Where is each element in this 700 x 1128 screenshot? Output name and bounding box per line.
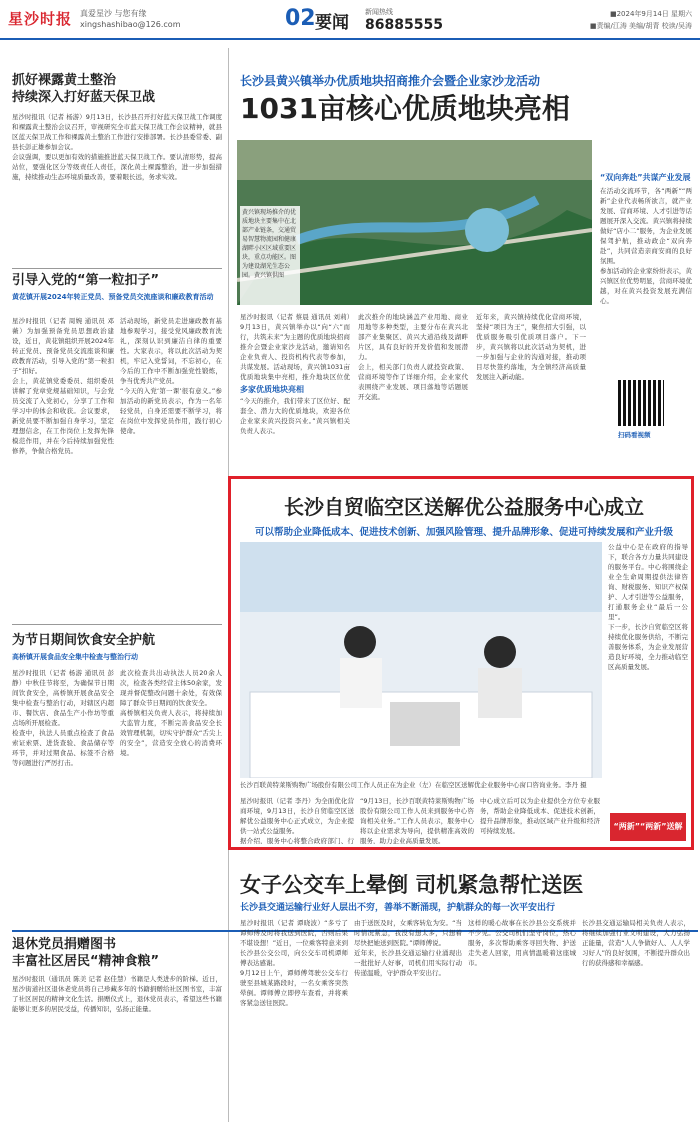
main-col4: 公益中心是在政府的指导下，联合各方力量共同建设的服务平台。中心将围绕企业全生命周期提供法律咨询、财税服务、知识产权保护、人才引进等公益服务，打通服务企业“最后一公里”。 下一步，长沙自贸临空区将持续优化服务供给，不断完善服务体系，为企业发展营造良好环境，全力推动临空区高质量发展。 [608, 543, 688, 671]
env-body: 星沙时报讯（记者 杨游）9月13日，长沙县召开打好蓝天保卫战工作调度和裸露黄土整治会议召开，审视研究全市蓝天保卫战工作会议精神，就县区蓝天保卫战工作和裸露黄土整治工作进行安排部署。长沙县委常委、副县长彭正雄参加会议。 会议强调，要以更加有效的措施推进蓝天保卫战工作。要认清形势，提高站位，要强化区分等级责任人责任，深化黄土裸露整治，进一步加强措施，持续推动生态环境质量改善，要着眼长远，务求实效。 [12, 113, 222, 181]
masthead [0, 0, 700, 40]
main-col2: “9月13日，长沙百联黄特莱斯购物广场股份有限公司工作人员来到服务中心咨询相关业务。”工作人员表示，服务中心将以企业需求为导向，提供精准高效的服务，助力企业高质量发展。 [360, 797, 474, 844]
hotline-number: 86885555 [365, 17, 443, 33]
party-headline: 引导入党的“第一粒扣子” [12, 273, 160, 288]
service-badge: “两新”“两新”送解优 [610, 813, 686, 841]
food-col1: 星沙时报讯（记者 杨游 通讯员 彭静）中秋佳节将至，为确保节日期间饮食安全，高桥镇开展食品安全集中检查与整治行动，对辖区内超市、餐饮店、食品生产小作坊等重点场所开展检查。 检查中，执法人员重点检查了食品索证索票、进货查验、食品储存等环节，并对过期食品、标签不合格等问题进行严厉打击。 [12, 669, 114, 767]
food-col2: 此次检查共出动执法人员20余人次，检查各类经营主体50余家，发现并督促整改问题十余处，有效保障了群众节日期间的饮食安全。 高桥镇相关负责人表示，将持续加大监管力度，不断完善食品安全长效管理机制，切实守护群众“舌尖上的安全”，营造安全放心的消费环境。 [120, 669, 222, 757]
bus-headline: 女子公交车上晕倒 司机紧急帮忙送医 [240, 873, 584, 897]
qr-label: 扫码看视频 [618, 431, 651, 439]
env-headline: 抓好裸露黄土整治 持续深入打好蓝天保卫战 [12, 73, 156, 105]
food-subtitle: 高桥镇开展食品安全集中检查与整治行动 [12, 653, 138, 661]
bus-subheadline: 长沙县交通运输行业好人层出不穷，善举不断涌现，护航群众的每一次平安出行 [240, 903, 556, 913]
service-counter-image [240, 542, 602, 778]
top-kicker: 长沙县黄兴镇举办优质地块招商推介会暨企业家沙龙活动 [240, 74, 541, 88]
email: xingshashibao@126.com [80, 20, 181, 29]
issue-date: ■2024年9月14日 星期六 [609, 10, 692, 18]
party-col2: 活动现场，新党员走进廉政教育基地参观学习，接受党风廉政教育洗礼，深刻认识到廉洁自律的重要性。大家表示，将以此次活动为契机，牢记入党誓词，不忘初心，在今后的工作中不断加强党性锻炼，争当优秀共产党员。 “今天的入党‘第一课’很有意义。”参加活动的新党员表示，作为一名年轻党员，自身还需要不断学习，将在岗位中发挥党员作用，践行初心使命。 [120, 317, 222, 435]
main-subheadline: 可以帮助企业降低成本、促进技术创新、加强风险管理、提升品牌形象、促进可持续发展和产业升级 [254, 527, 673, 538]
top-col1b: “今天的推介，我们带来了区位好、配套全、潜力大的优质地块，欢迎各位企业家来黄兴投资兴业。”黄兴镇相关负责人表示。 [240, 397, 350, 435]
top-col1-subhead: 多家优质地块亮相 [240, 385, 304, 394]
party-col1: 星沙时报讯（记者 周婉 通讯员 邓薇）为加强预备党员思想政治建设，近日，黄花镇组织开展2024年转正党员、预备党员交流座谈和廉政教育活动，引导入党的“第一粒扣子”扣好。 会上，黄花镇党委委员、组织委员讲解了党章党规基础知识，与会党员交流了入党初心，分享了工作和学习中的体会和收获。会议要求，新党员要不断加强自身学习，坚定理想信念，在工作岗位上发挥先锋模范作用，并在今后持续加强党性修养，争做合格党员。 [12, 317, 114, 455]
party2-body: 星沙时报讯（通讯员 陈美 记者 赵佳慧）书籍是人类进步的阶梯。近日，星沙街道社区退休老党员将自己珍藏多年的书籍捐赠给社区图书室，丰富了社区居民的精神文化生活。捐赠仪式上，退休党员表示，希望这些书籍能够让更多的居民受益，传播知识，弘扬正能量。 [12, 975, 222, 1013]
issue-info [590, 8, 692, 32]
bus-col1: 星沙时报讯（记者 谭晓波）“多亏了谭师傅及时将我送到医院，否则后果不堪设想！”近日，一位乘客特意来到长沙县公交公司，向公交车司机谭师傅表达感谢。 9月12日上午，谭师傅驾驶公交车行驶至县城某路段时，一名女乘客突然晕倒。谭师傅立即停车查看，并将乘客紧急送往医院。 [240, 919, 348, 1007]
main-col3: 中心成立后可以为企业提供全方位专业服务，帮助企业降低成本、促进技术创新，提升品牌形象，推动区域产业升级和经济可持续发展。 [480, 797, 600, 835]
top-col1: 星沙时报讯（记者 蔡晨 通讯员 刘莉）9月13日，黄兴镇举办以“向“六”而行，共筑未来”为主题的优质地块招商推介会暨企业家沙龙活动，邀请知名企业负责人、投资机构代表等参加，共谋发展。活动现场，黄兴镇1031亩优质地块集中亮相，推介地块区位优 [240, 313, 350, 381]
divider [12, 624, 222, 625]
slogan-text: 真爱星沙 与您有缘 [80, 9, 147, 18]
section-title: 要闻 [315, 13, 349, 33]
slogan [80, 8, 180, 30]
food-headline: 为节日期间饮食安全护航 [12, 633, 156, 648]
hotline [365, 7, 443, 33]
divider [12, 268, 222, 269]
party-subtitle: 黄花镇开展2024年转正党员、预备党员交流座谈和廉政教育活动 [12, 293, 214, 301]
main-photo-caption: 长沙百联黄特莱斯购物广场股份有限公司工作人员正在为企业（左）在临空区送解优企业服务中心窗口咨询业务。李丹 摄 [240, 781, 587, 789]
bus-col4: 长沙县交通运输局相关负责人表示，将继续加强行业文明建设，大力弘扬正能量，营造“人人争做好人、人人学习好人”的良好氛围，不断提升群众出行的获得感和幸福感。 [582, 919, 690, 967]
side-title: “双向奔赴”共谋产业发展 [600, 173, 691, 182]
hotline-label: 新闻热线 [365, 8, 393, 16]
top-headline: 1031亩核心优质地块亮相 [240, 92, 570, 125]
main-col1: 星沙时报讯（记者 李丹）为全面优化营商环境，9月13日，长沙自贸临空区送解优公益服务中心正式成立，为企业提供一站式公益服务。 据介绍，服务中心将整合政府部门、行 [240, 797, 354, 844]
party2-headline: 退休党员捐赠图书 丰富社区居民“精神食粮” [12, 937, 160, 969]
service-center-photo [240, 542, 602, 778]
brand-logo: 星沙时报 [8, 10, 73, 28]
page-number: 02 [285, 6, 316, 31]
top-col2: 此次推介的地块涵盖产业用地、商业用地等多种类型，主要分布在黄兴北部产业集聚区、黄兴大道沿线及湖畔片区，具有良好的开发价值和发展潜力。 会上，相关部门负责人就投资政策、营商环境等作了详细介绍，企业家代表围绕产业发展、项目落地等话题展开交流。 [358, 313, 468, 401]
bus-col3: 这样的暖心故事在长沙县公交系统并不少见。公交司机们坚守岗位，热心服务，多次帮助乘客寻回失物、护送走失老人回家，用真情温暖着这座城市。 [468, 919, 576, 967]
bus-col2: 由于送医及时，女乘客转危为安。“当时情况紧急，我没有想太多，只想着尽快把她送到医院。”谭师傅说。 近年来，长沙县交通运输行业涌现出一批批好人好事，司机们用实际行动传递温暖，守护群众平安出行。 [354, 919, 462, 977]
main-headline: 长沙自贸临空区送解优公益服务中心成立 [284, 495, 644, 519]
qr-code-icon[interactable] [618, 380, 664, 426]
photo-caption: 黄兴镇现场推介的优质地块主要集中在北部产业链条，交通贸易智慧物流园和健康湖畔小区区域重要区块，重点功能区。图为建设湖光生态公园。黄兴镇供图 [240, 206, 300, 306]
top-col3: 近年来，黄兴镇持续优化营商环境，坚持“项目为王”，聚焦招大引强，以优质服务吸引优质项目落户。下一步，黄兴镇将以此次活动为契机，进一步加强与企业的沟通对接，推动项目尽快签约落地，为全镇经济高质量发展注入新动能。 [476, 313, 586, 381]
editors: ■责编/江涛 美编/胡青 校读/吴涛 [589, 22, 692, 30]
side-body: 在活动交流环节，各“两新”“两新”企业代表畅所欲言，就产业发展、营商环境、人才引进等话题展开深入交流。黄兴镇将持续做好“店小二”服务，为企业发展保驾护航，推动政企“双向奔赴”，共同营造亲商安商的良好氛围。 参加活动的企业家纷纷表示，黄兴镇区位优势明显，营商环境优越，对在黄兴投资发展充满信心。 [600, 187, 692, 305]
